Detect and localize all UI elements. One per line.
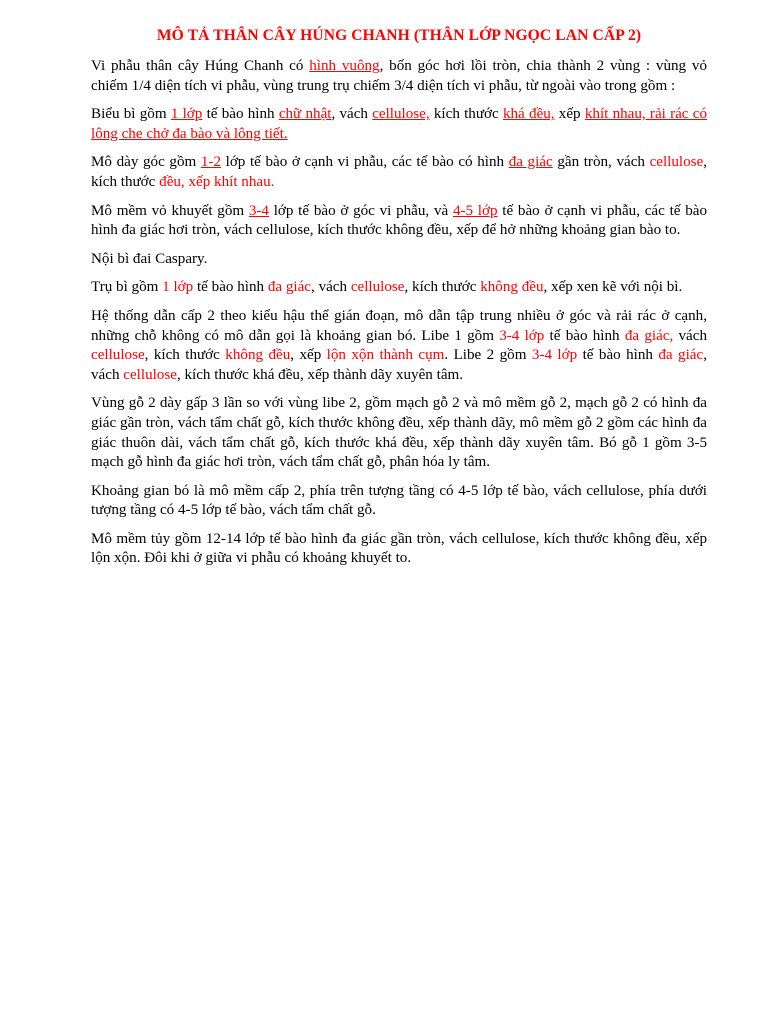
paragraph-intro bbox=[91, 57, 707, 96]
paragraph-text: , xếp bbox=[290, 347, 327, 364]
paragraph-text: lớp tế bào ở góc vi phẫu, và bbox=[268, 202, 453, 219]
paragraph-he-thong-dan bbox=[91, 307, 707, 385]
highlighted-text: không đều bbox=[480, 279, 544, 296]
paragraph-text: Mô dày góc gồm bbox=[91, 154, 201, 171]
highlighted-text: 1 lớp bbox=[162, 279, 194, 296]
highlighted-text: cellulose bbox=[350, 279, 405, 296]
paragraph-text: gần tròn, vách bbox=[552, 154, 650, 171]
paragraph-text: Nội bì đai Caspary. bbox=[91, 250, 208, 267]
paragraph-text: tế bào ở cạnh vi phẫu, các tế bào hình đa giác hơi tròn, vách cellulose, kích thước không đều, xếp để hở những khoảng gian bào to. bbox=[91, 202, 707, 239]
highlighted-text: chữ nhật bbox=[278, 106, 332, 123]
highlighted-text: không đều bbox=[225, 347, 291, 364]
highlighted-text: đa giác bbox=[658, 347, 704, 364]
paragraph-text: Khoảng gian bó là mô mềm cấp 2, phía trên tượng tầng có 4-5 lớp tế bào, vách cellulose, phía dưới tượng tầng có 4-5 lớp tế bào, vách tẩm chất gỗ. bbox=[91, 482, 707, 519]
paragraph-text: lớp tế bào ở cạnh vi phẫu, các tế bào có hình bbox=[221, 154, 509, 171]
highlighted-text: đa giác bbox=[267, 279, 312, 296]
paragraph-text: . Libe 2 gồm bbox=[444, 347, 532, 364]
paragraph-text: tế bào hình bbox=[577, 347, 659, 364]
paragraph-text: Hệ thống dẫn cấp 2 theo kiểu hậu thể gián đoạn, mô dẫn tập trung nhiều ở góc và rải rác ở cạnh, những chỗ không có mô dẫn gọi là khoảng gian bó. Libe 1 gồm bbox=[91, 307, 707, 344]
document-title: MÔ TẢ THÂN CÂY HÚNG CHANH (THÂN LỚP NGỌC LAN CẤP 2) bbox=[156, 27, 642, 44]
paragraph-mo-mem-vo bbox=[91, 202, 707, 241]
highlighted-text: 4-5 lớp bbox=[452, 202, 498, 219]
paragraph-text: , kích thước khá đều, xếp thành dãy xuyên tâm. bbox=[176, 366, 464, 383]
highlighted-text: cellulose bbox=[123, 366, 177, 383]
paragraph-text: , kích thước bbox=[91, 154, 707, 190]
paragraph-text: tế bào hình bbox=[193, 279, 268, 296]
highlighted-text: cellulose bbox=[649, 154, 704, 171]
highlighted-text: đều, xếp khít nhau. bbox=[159, 173, 275, 190]
paragraph-mo-day bbox=[91, 153, 707, 192]
paragraph-text: Vùng gỗ 2 dày gấp 3 lần so với vùng libe 2, gồm mạch gỗ 2 và mô mềm gỗ 2, mạch gỗ 2 có hình đa giác gần tròn, vách tẩm chất gỗ, kích thước không đều, xếp thành dãy, mô mềm gỗ 2 gồm các hình đa giác thuôn dài, vách tẩm chất gỗ, kích thước khá đều, xếp thành dãy xuyên tâm. Bó gỗ 1 gồm 3-5 mạch gỗ hình đa giác hơi tròn, vách tẩm chất gỗ, phân hóa ly tâm. bbox=[91, 395, 707, 471]
document-page bbox=[91, 26, 707, 578]
paragraph-text: Trụ bì gồm bbox=[91, 279, 163, 296]
paragraph-text: tế bào hình bbox=[202, 106, 279, 123]
highlighted-text: 3-4 lớp bbox=[531, 347, 578, 364]
paragraph-text: , vách bbox=[331, 106, 373, 123]
paragraph-text: , vách bbox=[91, 347, 707, 383]
paragraph-vung-go bbox=[91, 394, 707, 472]
paragraph-text: Vi phẫu thân cây Húng Chanh có bbox=[91, 58, 310, 74]
highlighted-text: 3-4 lớp bbox=[499, 327, 545, 344]
highlighted-text: lộn xộn thành cụm bbox=[326, 347, 445, 364]
paragraph-text: , xếp xen kẽ với nội bì. bbox=[543, 279, 683, 296]
paragraph-khoang-gian-bo bbox=[91, 482, 707, 521]
paragraph-text: tế bào hình bbox=[544, 327, 625, 344]
paragraph-text: kích thước bbox=[429, 106, 503, 123]
highlighted-text: đa giác bbox=[508, 154, 553, 171]
document-body bbox=[91, 57, 707, 569]
highlighted-text: cellulose bbox=[91, 347, 145, 364]
paragraph-text: , kích thước bbox=[404, 279, 481, 296]
paragraph-text: , kích thước bbox=[144, 347, 226, 364]
paragraph-text: Mô mềm tủy gồm 12-14 lớp tế bào hình đa giác gần tròn, vách cellulose, kích thước không đều, xếp lộn xộn. Đôi khi ở giữa vi phẫu có khoảng khuyết to. bbox=[91, 530, 707, 567]
highlighted-text: 1 lớp bbox=[170, 106, 203, 123]
paragraph-noi-bi bbox=[91, 250, 707, 270]
paragraph-text: Biểu bì gồm bbox=[91, 106, 171, 123]
highlighted-text: đa giác, bbox=[624, 327, 674, 344]
paragraph-bieu-bi bbox=[91, 105, 707, 144]
highlighted-text: 3-4 bbox=[248, 202, 269, 219]
paragraph-text: , bốn góc hơi lồi tròn, chia thành 2 vùng : vùng vỏ chiếm 1/4 diện tích vi phẫu, vùng trung trụ chiếm 3/4 diện tích vi phẫu, từ ngoài vào trong gồm : bbox=[91, 58, 707, 94]
highlighted-text: khít nhau, rải rác có lông che chở đa bào và lông tiết. bbox=[91, 106, 707, 142]
paragraph-mo-mem-tuy bbox=[91, 530, 707, 569]
paragraph-text: , vách bbox=[311, 279, 351, 296]
paragraph-text: Mô mềm vỏ khuyết gồm bbox=[91, 202, 249, 219]
highlighted-text: 1-2 bbox=[200, 154, 221, 171]
paragraph-text: xếp bbox=[554, 106, 585, 123]
highlighted-text: cellulose, bbox=[372, 106, 430, 123]
highlighted-text: hình vuông bbox=[309, 58, 380, 74]
highlighted-text: khá đều, bbox=[502, 106, 555, 123]
paragraph-tru-bi bbox=[91, 278, 707, 298]
paragraph-text: vách bbox=[673, 327, 707, 344]
